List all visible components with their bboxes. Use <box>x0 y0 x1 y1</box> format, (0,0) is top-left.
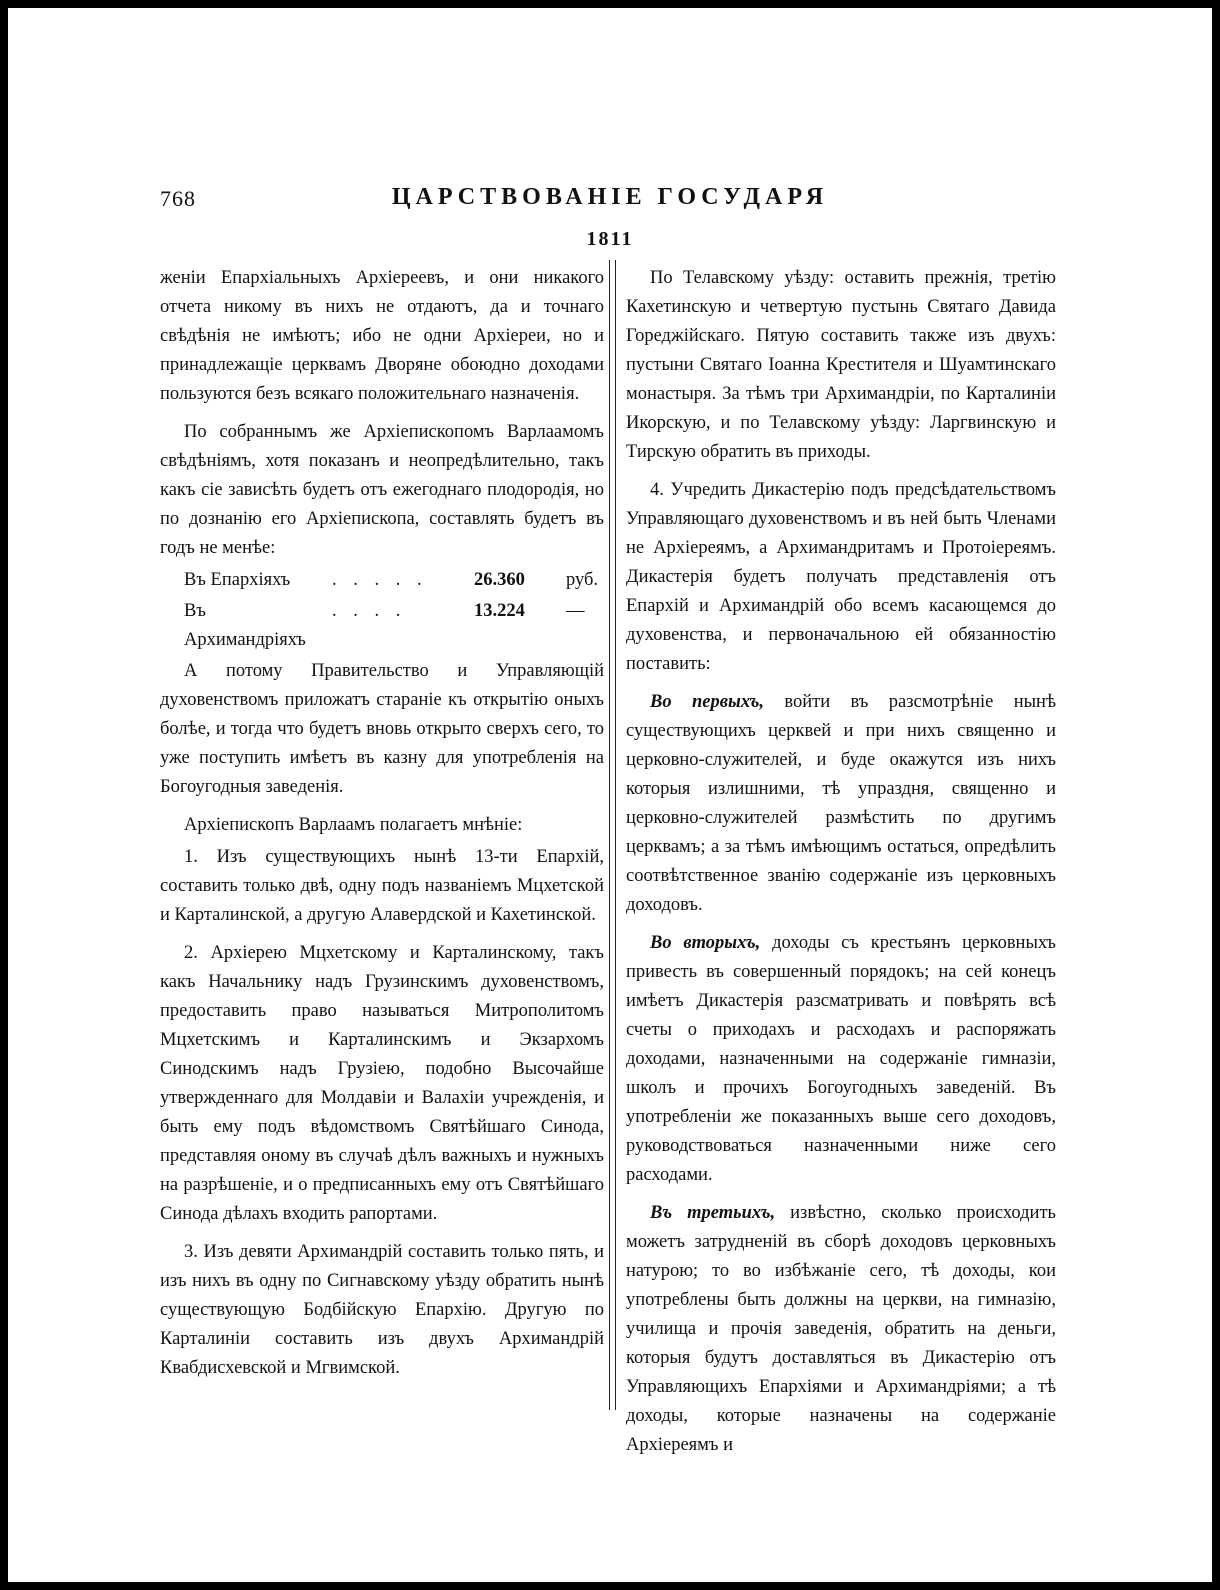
revenue-amount: 26.360 <box>474 570 525 590</box>
paragraph <box>626 929 1056 1190</box>
running-title: ЦАРСТВОВАНІЕ ГОСУДАРЯ <box>391 184 829 210</box>
revenue-unit: — <box>566 601 585 621</box>
paragraph-text: извѣстно, сколько происходить можетъ затрудненій въ сборѣ доходовъ церковныхъ натурою; то во избѣжаніе сего, тѣ доходы, кои употреблены быть должны на церкви, на гимназію, училища и прочія заведенія, обратить на деньги, которыя будутъ доставляться въ Дикастерію отъ Управляющихъ Епархіями и Архимандріями; а тѣ доходы, которые назначены на содержаніе Архіереямъ и <box>626 1203 1056 1455</box>
revenue-row-archimandrias <box>160 597 604 655</box>
left-column <box>160 264 604 1392</box>
paragraph: А потому Правительство и Управляющій духовенствомъ приложатъ стараніе къ открытію оныхъ болѣе, и тогда что будетъ вновь открыто сверхъ сего, то уже поступить имѣетъ въ казну для употребленія на Богоугодныя заведенія. <box>160 661 604 797</box>
paragraph <box>626 1199 1056 1460</box>
column-divider <box>609 260 616 1410</box>
revenue-unit: руб. <box>566 570 599 590</box>
paragraph-text: войти въ разсмотрѣніе нынѣ существующихъ церквей и при нихъ священно и церковно-служителей, и буде окажутся изъ нихъ которыя излишними, тѣ упраздня, священно и церковно-служителей размѣстить по другимъ церквамъ; а за тѣмъ имѣющимъ остаться, опредѣлить соотвѣтственное званію содержаніе изъ церковныхъ доходовъ. <box>626 692 1056 915</box>
book-page <box>8 8 1212 1582</box>
paragraph: 2. Архіерею Мцхетскому и Карталинскому, такъ какъ Начальнику надъ Грузинскимъ духовенствомъ, предоставить право называться Митрополитомъ Мцхетскимъ и Карталинскимъ и Экзархомъ Синодскимъ надъ Грузіею, подобно Высочайше утвержденнаго для Молдавіи и Валахіи учрежденія, и быть ему подъ вѣдомствомъ Святѣйшаго Синода, представляя оному въ случаѣ дѣлъ важныхъ и нужныхъ на разрѣшеніе, и о предписанныхъ ему отъ Святѣйшаго Синода дѣлахъ входить рапортами. <box>160 943 604 1224</box>
paragraph: 1. Изъ существующихъ нынѣ 13-ти Епархій, составить только двѣ, одну подъ названіемъ Мцхетской и Карталинской, а другую Алавердской и Кахетинской. <box>160 847 604 925</box>
paragraph-text: доходы съ крестьянъ церковныхъ привесть въ совершенный порядокъ; на сей конецъ имѣетъ Дикастерія разсматривать и повѣрять всѣ счеты о приходахъ и расходахъ и распоряжать доходами, назначенными на содержаніе гимназіи, школъ и прочихъ Богоугодныхъ заведеній. Въ употребленіи же показанныхъ выше сего доходовъ, руководствоваться назначенными ниже сего расходами. <box>626 933 1056 1185</box>
paragraph: 3. Изъ девяти Архимандрій составить только пять, и изъ нихъ въ одну по Сигнавскому уѣзду обратить нынѣ существующую Бодбійскую Епархію. Другую по Карталиніи составить изъ двухъ Архимандрій Квабдисхевской и Мгвимской. <box>160 1242 604 1378</box>
paragraph: 4. Учредить Дикастерію подъ предсѣдательствомъ Управляющаго духовенствомъ и въ ней быть Членами не Архіереямъ, а Архимандритамъ и Протоіереямъ. Дикастерія будетъ получать представленія отъ Епархій и Архимандрій обо всемъ касающемся до духовенства, и первоначальною ей обязанностію поставить: <box>626 480 1056 674</box>
revenue-label: Въ Архимандріяхъ <box>184 601 306 650</box>
paragraph: женіи Епархіальныхъ Архіереевъ, и они никакого отчета никому въ нихъ не отдаютъ, да и точнаго свѣдѣнія не имѣютъ; ибо не одни Архіереи, но и принадлежащіе церквамъ Дворяне обоюдно доходами пользуются безъ всякаго положительнаго назначенія. <box>160 268 604 404</box>
year-heading: 1811 <box>586 228 634 250</box>
paragraph: По собраннымъ же Архіепископомъ Варлаамомъ свѣдѣніямъ, хотя показанъ и неопредѣлительно, такъ какъ сіе зависѣть будетъ отъ ежегоднаго плодородія, но по дознанію его Архіепископа, составлять будетъ въ годъ не менѣе: <box>160 422 604 558</box>
paragraph <box>626 688 1056 920</box>
right-column <box>626 264 1056 1469</box>
paragraph: Архіепископъ Варлаамъ полагаетъ мнѣніе: <box>184 815 523 835</box>
paragraph-lead: Во первыхъ, <box>650 692 764 712</box>
leader-dots: . . . . . <box>332 570 428 590</box>
paragraph: По Телавскому уѣзду: оставить прежнія, третію Кахетинскую и четвертую пустынь Святаго Давида Гореджійскаго. Пятую составить также изъ двухъ: пустыни Святаго Іоанна Крестителя и Шуамтинскаго монастыря. За тѣмъ три Архимандріи, по Карталиніи Икорскую, и по Телавскому уѣзду: Ларгвинскую и Тирскую обратить въ приходы. <box>626 268 1056 462</box>
page-header <box>8 186 1212 220</box>
page-number: 768 <box>160 186 196 211</box>
revenue-row-eparchies <box>160 566 604 595</box>
leader-dots: . . . . <box>332 601 407 621</box>
revenue-label: Въ Епархіяхъ <box>184 570 291 590</box>
paragraph-lead: Въ третьихъ, <box>650 1203 776 1223</box>
paragraph-lead: Во вторыхъ, <box>650 933 761 953</box>
revenue-amount: 13.224 <box>474 601 525 621</box>
